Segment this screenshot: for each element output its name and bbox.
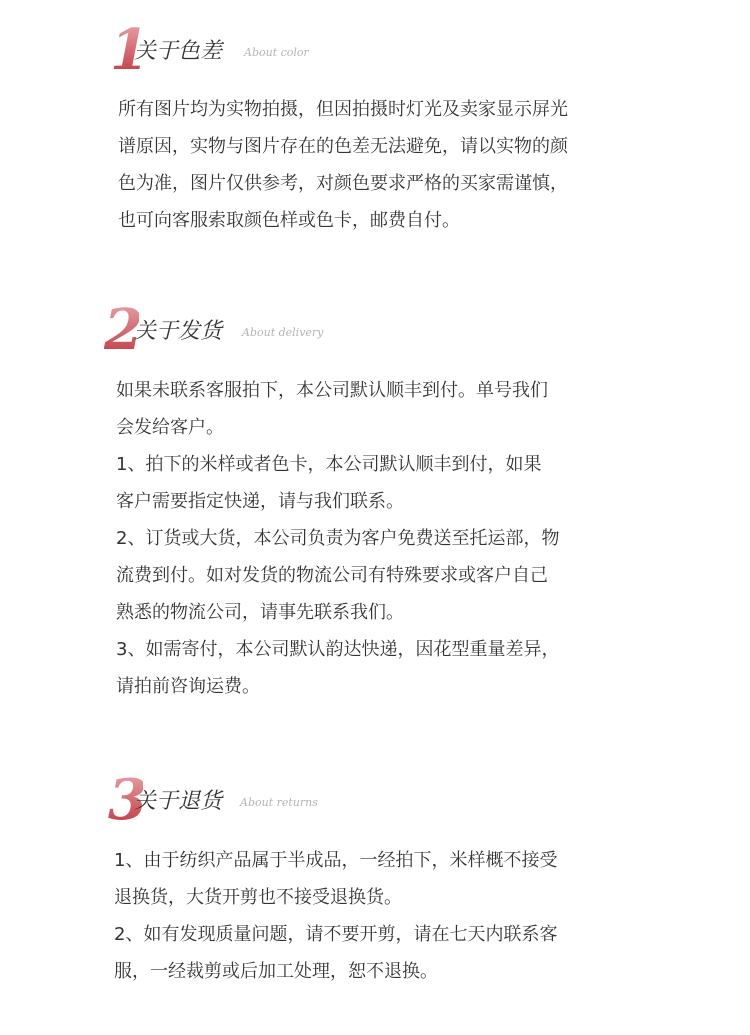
section-title: 关于发货 xyxy=(134,319,223,344)
text-line: 请拍前咨询运费。 xyxy=(116,676,260,697)
section-number: 3 xyxy=(108,767,143,833)
section-body xyxy=(114,842,557,990)
text-line: 色为准，图片仅供参考，对颜色要求严格的买家需谨慎， xyxy=(118,173,568,194)
text-line: 退换货，大货开剪也不接受退换货。 xyxy=(114,887,402,908)
section-subtitle: About returns xyxy=(240,796,318,809)
text-line: 流费到付。如对发货的物流公司有特殊要求或客户自己 xyxy=(116,565,548,586)
section-delivery xyxy=(0,297,750,697)
text-line: 如果未联系客服拍下，本公司默认顺丰到付。单号我们 xyxy=(116,380,548,401)
section-color xyxy=(0,17,750,231)
text-line: 3、如需寄付，本公司默认韵达快递，因花型重量差异， xyxy=(116,639,560,660)
section-returns xyxy=(0,767,750,982)
text-line: 所有图片均为实物拍摄，但因拍摄时灯光及卖家显示屏光 xyxy=(118,99,568,120)
text-line: 客户需要指定快递，请与我们联系。 xyxy=(116,491,404,512)
text-line: 1、拍下的米样或者色卡，本公司默认顺丰到付，如果 xyxy=(116,454,542,475)
text-line: 谱原因，实物与图片存在的色差无法避免，请以实物的颜 xyxy=(118,136,568,157)
section-heading xyxy=(0,297,750,363)
section-number: 1 xyxy=(110,17,145,83)
section-body xyxy=(116,372,559,705)
text-line: 2、订货或大货，本公司负责为客户免费送至托运部，物 xyxy=(116,528,560,549)
section-subtitle: About delivery xyxy=(242,326,324,339)
text-line: 会发给客户。 xyxy=(116,417,224,438)
section-heading xyxy=(0,17,750,83)
section-heading xyxy=(0,767,750,833)
text-line: 熟悉的物流公司，请事先联系我们。 xyxy=(116,602,404,623)
section-title: 关于退货 xyxy=(134,789,223,814)
section-subtitle: About color xyxy=(244,46,309,59)
section-body xyxy=(118,91,568,239)
text-line: 服，一经裁剪或后加工处理，恕不退换。 xyxy=(114,961,438,982)
section-number: 2 xyxy=(104,297,139,363)
section-title: 关于色差 xyxy=(134,39,223,64)
text-line: 2、如有发现质量问题，请不要开剪，请在七天内联系客 xyxy=(114,924,558,945)
text-line: 也可向客服索取颜色样或色卡，邮费自付。 xyxy=(118,210,460,231)
text-line: 1、由于纺织产品属于半成品，一经拍下，米样概不接受 xyxy=(114,850,558,871)
